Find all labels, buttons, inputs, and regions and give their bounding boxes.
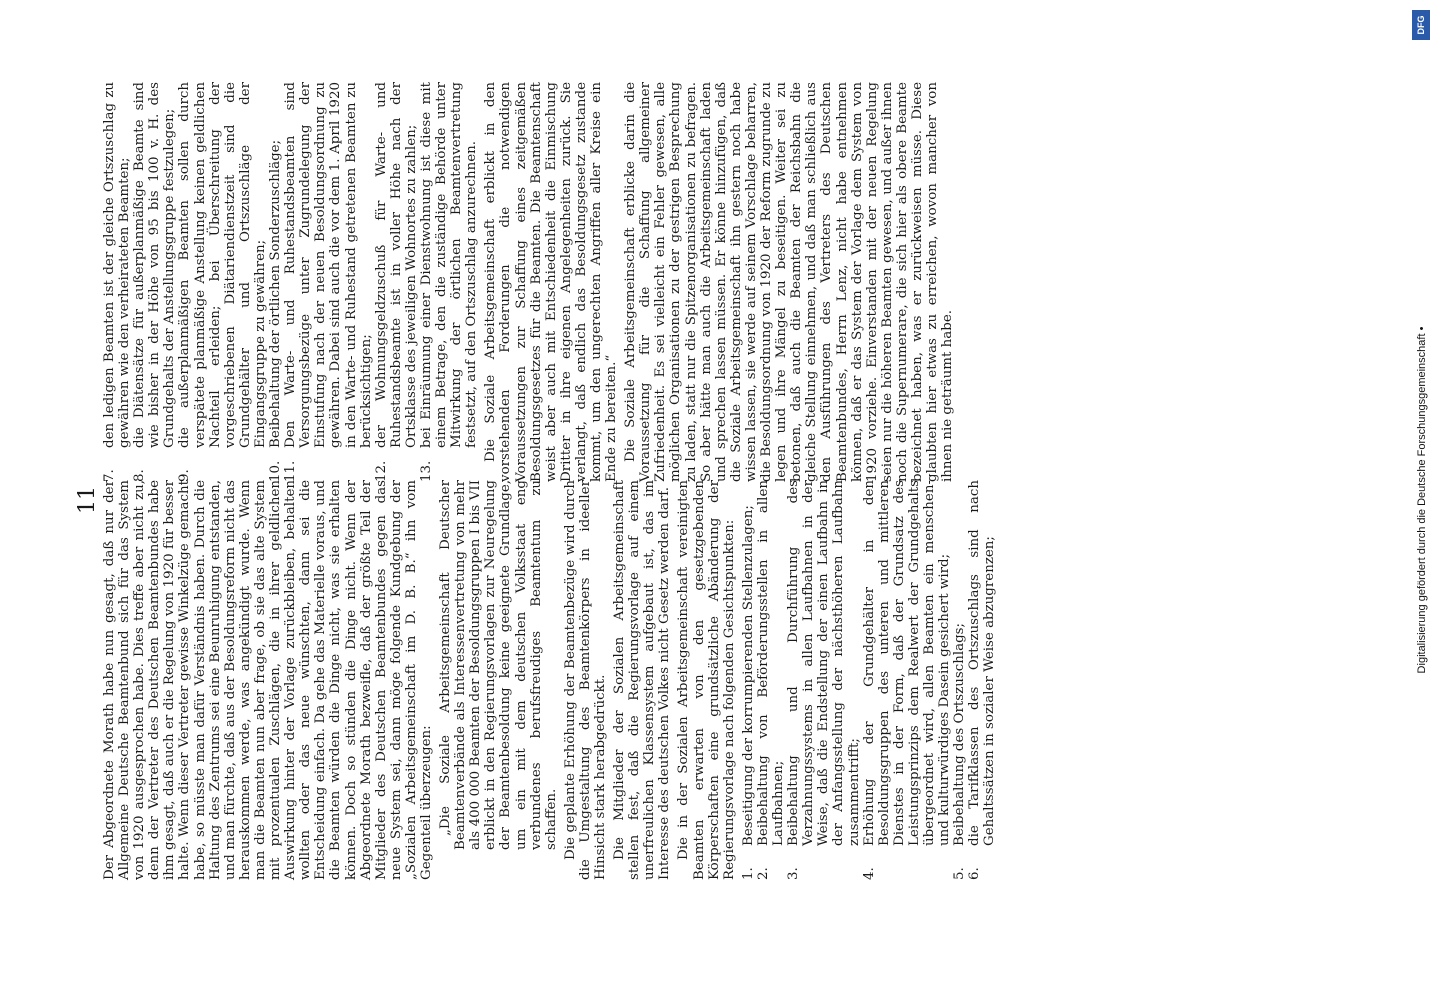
list-item-number: 10. [268,460,284,482]
digitization-credit: Digitalisierung gefördert durch die Deutsche Forschungsgemeinschaft • [1416,326,1428,674]
list-item-number: 4. [861,867,877,880]
list-item [374,82,419,482]
list-item-number: 5. [952,867,968,880]
list-item-number: 2. [755,867,771,880]
list-item-number: 7. [102,469,117,482]
list-item-text: Beibehaltung und Durchführung des Verzahnungssystems in allen Laufbahnen in der Weise, daß die Endstellung der einen Laufbahn in der Anfangsstellung der nächsthöheren Laufbahn zusammentrifft; [786,480,862,846]
list-item-text: Den Warte- und Ruhestandsbeamten sind Versorgungsbezüge unter Zugrundelegung der Einstufung nach der neuen Besoldungsordnung zu gewähren. Dabei sind auch die vor dem 1. April 1920 in den Warte- und Ruhestand getretenen Beamten zu berücksichtigen; [283,82,374,448]
list-item [786,480,861,880]
paragraph: Die Soziale Arbeitsgemeinschaft erblicke darin die Voraussetzung für die Schaffung allgemeiner Zufriedenheit. Es sei vielleicht ein Fehler gewesen, alle möglichen Organisationen zu der gestrigen Besprechung zu laden, statt nur die Spitzenorganisationen zu befragen. So aber hätte man auch die Arbeitsgemeinschaft laden und sprechen lassen müssen. Er könne hinzufügen, daß die Soziale Arbeitsgemeinschaft ihn gestern noch habe wissen lassen, sie werde auf seinem Vorschlage beharren, die Besoldungsordnung von 1920 der Reform zugrunde zu legen und ihre Mängel zu beseitigen. Weiter sei zu betonen, daß auch die Beamten der Reichsbahn die gleiche Stellung einnehmen, und daß man schließlich aus den Ausführungen des Vertreters des Deutschen Beamtenbundes, Herrn Lenz, nicht habe entnehmen können, daß er das System der Vorlage dem System von 1920 vorziehe. Einverstanden mit der neuen Regelung seien nur die höheren Beamten gewesen, und außer ihnen noch die Supernumerare, die sich hier als obere Beamte bezeichnet haben, was er zurückweisen müsse. Diese glaubten hier etwas zu erreichen, wovon mancher von ihnen nie geträumt habe. [623,82,956,482]
list-item [967,480,997,880]
list-item-number: 11. [283,460,299,482]
list-item-text: Erhöhung der Grundgehälter in den Besoldungsgruppen des unteren und mittleren Dienstes in der Form, daß der Grundsatz des Leistungsprinzips dem Realwert der Grundgehalts übergeordnet wird, allen Beamten ein menschen- und kulturwürdiges Dasein gesichert wird; [861,480,953,846]
demand-list-continued [102,82,479,482]
dfg-logo-label: DFG [1416,15,1426,35]
paragraph: Die geplante Erhöhung der Beamtenbezüge wird durch die Umgestaltung des Beamtenkörpers in ideeller Hinsicht stark herabgedrückt. [562,480,608,880]
list-item [952,480,967,880]
list-item-number: 8. [132,469,148,482]
paragraph: Die Mitglieder der Sozialen Arbeitsgemeinschaft stellen fest, daß die Regierungsvorlage auf einem unerfreulichen Klassensystem aufgebaut ist, das im Interesse des deutschen Volkes nicht Gesetz werden darf. [612,480,673,880]
list-item [102,82,132,482]
list-item [419,82,479,482]
list-item-text: die Diätensätze für außerplanmäßige Beamte sind wie bisher in der Höhe von 95 bis 100 v. H. des Grundgehalts der Anstellungsgruppe festzulegen; [132,82,178,448]
list-item-number: 6. [967,867,983,880]
paragraph: Die in der Sozialen Arbeitsgemeinschaft vereinigten Beamten erwarten von den gesetzgebenden Körperschaften eine grundsätzliche Abänderung der Regierungsvorlage nach folgenden Gesichtspunkten: [676,480,737,880]
list-item [756,480,786,880]
list-item-text: Beseitigung der korrumpierenden Stellenzulagen; [740,505,756,846]
right-column [102,82,959,482]
list-item [283,82,374,482]
list-item-text: den ledigen Beamten ist der gleiche Ortszuschlag zu gewähren wie den verheirateten Beamten; [102,82,133,448]
left-column [102,480,1001,880]
list-item-text: Beibehaltung des Ortszuschlags; [952,622,968,846]
list-item-text: die Tarifklassen des Ortszuschlags sind nach Gehaltssätzen in sozialer Weise abzugrenzen; [967,480,998,846]
list-item [132,82,177,482]
list-item [268,82,283,482]
list-item-number: 3. [786,867,802,880]
list-item [177,82,268,482]
paragraph: Die Soziale Arbeitsgemeinschaft erblickt in den vorstehenden Forderungen die notwendigen Voraussetzungen zur Schaffung eines zeitgemäßen Besoldungsgesetzes für die Beamten. Die Beamtenschaft weist aber auch mit Entschiedenheit die Einmischung Dritter in ihre eigenen Angelegenheiten zurück. Sie verlangt, daß endlich das Besoldungsgesetz zustande kommt, um den ungerechten Angriffen aller Kreise ein Ende zu bereiten.“ [483,82,620,482]
list-item-number: 9. [177,469,193,482]
list-item-text: der Wohnungsgeldzuschuß für Warte- und Ruhestandsbeamte ist in voller Höhe nach der Ortsklasse des jeweiligen Wohnortes zu zahlen; [373,82,419,448]
list-item [862,480,953,880]
list-item-text: Beibehaltung von Beförderungsstellen in allen Laufbahnen; [755,480,787,846]
list-item-number: 1. [740,867,756,880]
list-item-number: 12. [373,460,389,482]
digitization-note [1402,0,1434,1000]
list-item-text: bei Einräumung einer Dienstwohnung ist diese mit einem Betrage, den die zuständige Behörde unter Mitwirkung der örtlichen Beamtenvertretung festsetzt, auf den Ortszuschlag anzurechnen. [418,82,480,448]
dfg-logo [1412,10,1430,40]
list-item-number: 13. [418,460,434,482]
list-item-text: die außerplanmäßigen Beamten sollen durch verspätete planmäßige Anstellung keinen geldlichen Nachteil erleiden; bei Überschreitung der vorgeschriebenen Diätariendienstzeit sind die Grundgehälter und Ortszuschläge der Eingangsgruppe zu gewähren; [177,82,268,448]
list-item-text: Beibehaltung der örtlichen Sonderzuschläge; [268,139,284,448]
quote-paragraph: „Die Soziale Arbeitsgemeinschaft Deutscher Beamtenverbände als Interessenvertretung von mehr als 400 000 Beamten der Besoldungsgruppen I bis VII erblickt in den Regierungsvorlagen zur Neuregelung der Beamtenbesoldung keine geeignete Grundlage, um ein mit dem deutschen Volksstaat eng verbundenes berufsfreudiges Beamtentum zu schaffen. [438,480,559,850]
paragraph: Der Abgeordnete Morath habe nun gesagt, daß nur der Allgemeine Deutsche Beamtenbund sich für das System von 1920 ausgesprochen habe. Dies treffe aber nicht zu, denn der Vertreter des Deutschen Beamtenbundes habe ihm gesagt, daß auch er die Regelung von 1920 für besser halte. Wenn dieser Vertreter gewisse Winkelzüge gemacht habe, so müsste man dafür Verständnis haben. Durch die Haltung des Zentrums sei eine Beunruhigung entstanden, und man fürchte, daß aus der Besoldungsreform nicht das herauskommen werde, was angekündigt wurde. Wenn man die Beamten nun aber frage, ob sie das alte System mit prozentualen Zuschlägen, die in ihrer geldlichen Auswirkung hinter der Vorlage zurückbleiben, behalten wollten oder das neue wünschten, dann sei die Entscheidung einfach. Da gehe das Materielle voraus, und die Beamten würden die Dinge nicht, was sie erhalten können. Doch so stünden die Dinge nicht. Wenn der Abgeordnete Morath bezweifle, daß der größte Teil der Mitglieder des Deutschen Beamtenbundes gegen das neue System sei, dann möge folgende Kundgebung der „Sozialen Arbeitsgemeinschaft im D. B. B.“ ihn vom Gegenteil überzeugen: [102,480,434,880]
page-number: 11 [75,486,100,514]
demand-list [741,480,998,880]
list-item [741,480,756,880]
